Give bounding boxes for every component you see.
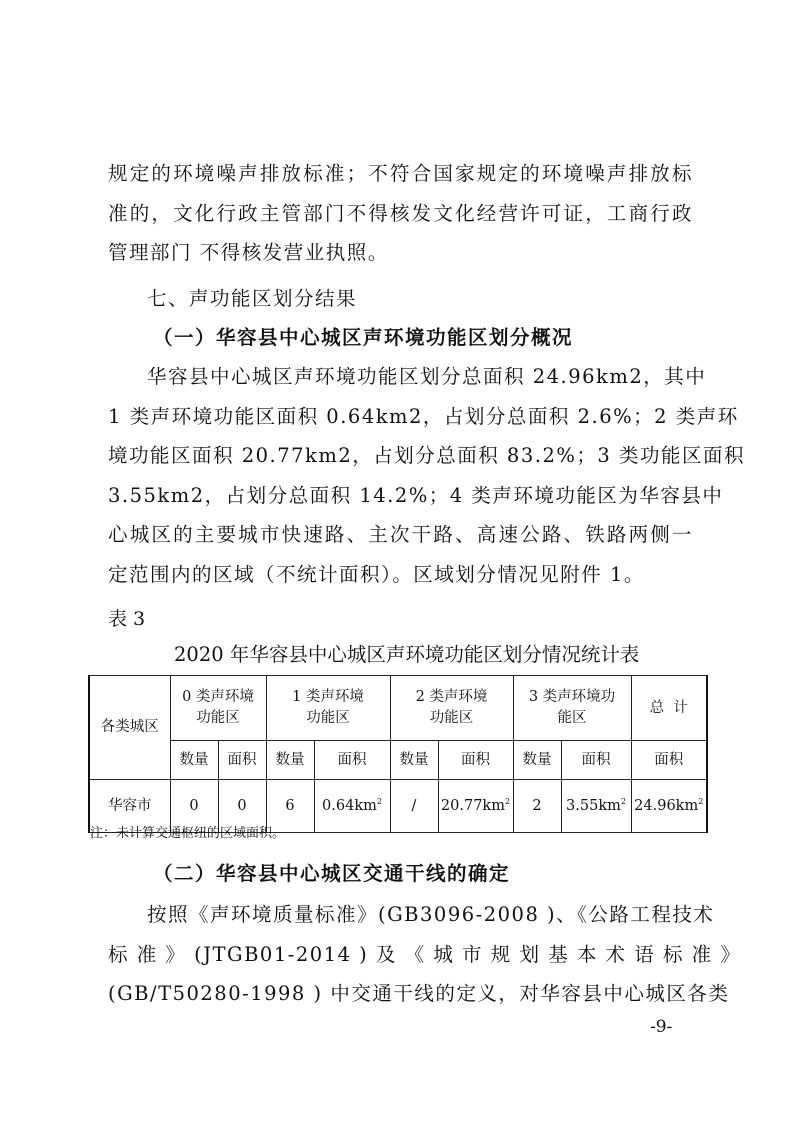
table-cell: $20.77km^2$ (438, 780, 513, 833)
table-subheader-count: 数量 (170, 741, 218, 780)
table-cell: 2 (513, 780, 561, 833)
function-zone-table (88, 675, 708, 833)
text-line: 心城区的主要城市快速路、主次干路、高速公路、铁路两侧一 (108, 523, 693, 546)
table-subheader-area: 面积 (561, 741, 631, 780)
table-group-header: 3 类声环境功 能区 (513, 676, 631, 741)
table-cell: 6 (266, 780, 314, 833)
table-cell: $0.64km^2$ (314, 780, 390, 833)
table-subheader-area: 面积 (631, 741, 707, 780)
subsection-2-title: （二）华容县中心城区交通干线的确定 (153, 862, 511, 885)
text-line: 准的，文化行政主管部门不得核发文化经营许可证，工商行政 (108, 201, 693, 225)
table-subheader-area: 面积 (438, 741, 513, 780)
text-line: 管理部门 不得核发营业执照。 (108, 241, 389, 264)
table-subheader-count: 数量 (513, 741, 561, 780)
table-note: 注：未计算交通枢纽的区域面积。 (90, 826, 286, 841)
section-title: 七、声功能区划分结果 (147, 287, 358, 310)
text-line: 1 类声环境功能区面积 0.64km2，占划分总面积 2.6%；2 类声环 (108, 404, 739, 428)
text-line: 定范围内的区域（不统计面积）。区域划分情况见附件 1。 (108, 562, 645, 586)
table-cell: / (390, 780, 438, 833)
table-subheader-count: 数量 (266, 741, 314, 780)
table-group-header: 0 类声环境 功能区 (170, 676, 266, 741)
table-subheader-count: 数量 (390, 741, 438, 780)
page-number: -9- (650, 1017, 673, 1037)
intro-paragraph (108, 154, 693, 273)
table-cell: 0 (218, 780, 266, 833)
subsection-1-title: （一）华容县中心城区声环境功能区划分概况 (153, 326, 574, 349)
subsection-1-body (108, 357, 745, 594)
text-line: 规定的环境噪声排放标准；不符合国家规定的环境噪声排放标 (108, 162, 693, 185)
table-title: 2020 年华容县中心城区声环境功能区划分情况统计表 (174, 643, 640, 666)
subsection-2-body (108, 895, 742, 1014)
table-label: 表 3 (108, 608, 146, 630)
table-cell: $3.55km^2$ (561, 780, 631, 833)
text-line: 按照《声环境质量标准》(GB3096-2008 )、《公路工程技术 (147, 903, 715, 926)
text-line: (GB/T50280-1998 ) 中交通干线的定义，对华容县中心城区各类 (108, 982, 730, 1005)
text-line: 境功能区面积 20.77km2，占划分总面积 83.2%；3 类功能区面积 (108, 444, 745, 467)
table-subheader-area: 面积 (218, 741, 266, 780)
table-group-header: 1 类声环境 功能区 (266, 676, 390, 741)
table-cell: 0 (170, 780, 218, 833)
text-line: 3.55km2，占划分总面积 14.2%；4 类声环境功能区为华容县中 (108, 483, 724, 507)
table-group-header: 2 类声环境 功能区 (390, 676, 513, 741)
table-subheader-area: 面积 (314, 741, 390, 780)
table-corner-header: 各类城区 (89, 676, 170, 780)
table-total-header: 总 计 (631, 676, 707, 741)
text-line: 华容县中心城区声环境功能区划分总面积 24.96km2，其中 (147, 365, 707, 388)
table-cell-name: 华容市 (89, 780, 170, 833)
table-cell-total: $24.96km^2$ (631, 780, 707, 833)
text-line: 标 准 》 (JTGB01-2014 ) 及 《 城 市 规 划 基 本 术 语 标 准 》 (108, 942, 742, 966)
